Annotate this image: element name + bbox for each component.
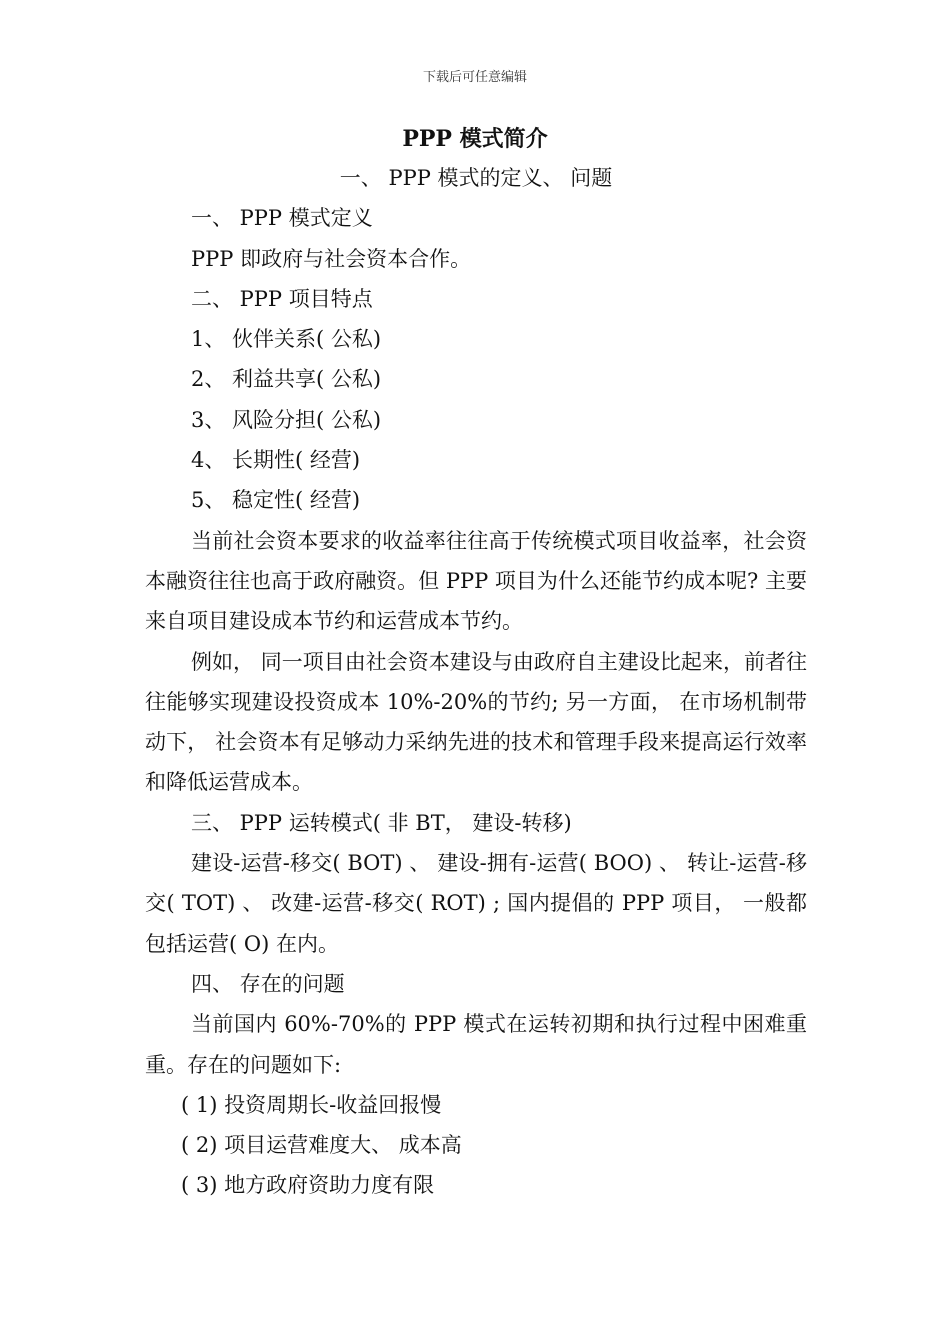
definition-text: PPP 即政府与社会资本合作。 bbox=[191, 246, 472, 271]
paragraph-modes: 建设-运营-移交( BOT) 、 建设-拥有-运营( BOO) 、 转让-运营-移交( TOT) 、 改建-运营-移交( ROT) ; 国内提倡的 PPP 项目， 一般都包括运营( O) 在内。 bbox=[145, 851, 807, 956]
section-heading: 一、 PPP 模式的定义、 问题 bbox=[339, 166, 613, 190]
header-note: 下载后可任意编辑 bbox=[422, 70, 527, 85]
document-body bbox=[145, 158, 807, 1206]
problem-item: ( 1) 投资周期长-收益回报慢 bbox=[181, 1092, 442, 1117]
problem-item: ( 2) 项目运营难度大、 成本高 bbox=[181, 1133, 462, 1158]
paragraph-cost: 当前社会资本要求的收益率往往高于传统模式项目收益率，社会资本融资往往也高于政府融资。但 PPP 项目为什么还能节约成本呢? 主要来自项目建设成本节约和运营成本节约。 bbox=[145, 528, 807, 634]
paragraph-example: 例如， 同一项目由社会资本建设与由政府自主建设比起来，前者往往能够实现建设投资成本 10%-20%的节约; 另一方面， 在市场机制带动下， 社会资本有足够动力采纳先进的技术和管理手段来提高运行效率和降低运营成本。 bbox=[145, 649, 807, 795]
problem-item: ( 3) 地方政府资助力度有限 bbox=[181, 1173, 435, 1198]
feature-item: 4、 长期性( 经营) bbox=[191, 448, 361, 473]
subheading-problems: 四、 存在的问题 bbox=[191, 971, 345, 996]
feature-item: 2、 利益共享( 公私) bbox=[191, 367, 382, 392]
feature-item: 1、 伙伴关系( 公私) bbox=[191, 327, 382, 352]
feature-item: 5、 稳定性( 经营) bbox=[191, 488, 361, 513]
subheading-features: 二、 PPP 项目特点 bbox=[191, 286, 373, 311]
document-title: PPP 模式简介 bbox=[402, 126, 548, 152]
subheading-definition: 一、 PPP 模式定义 bbox=[191, 206, 373, 231]
paragraph-problems: 当前国内 60%-70%的 PPP 模式在运转初期和执行过程中困难重重。存在的问题如下: bbox=[145, 1012, 807, 1077]
feature-item: 3、 风险分担( 公私) bbox=[191, 407, 382, 432]
subheading-modes: 三、 PPP 运转模式( 非 BT， 建设-转移) bbox=[191, 810, 572, 835]
